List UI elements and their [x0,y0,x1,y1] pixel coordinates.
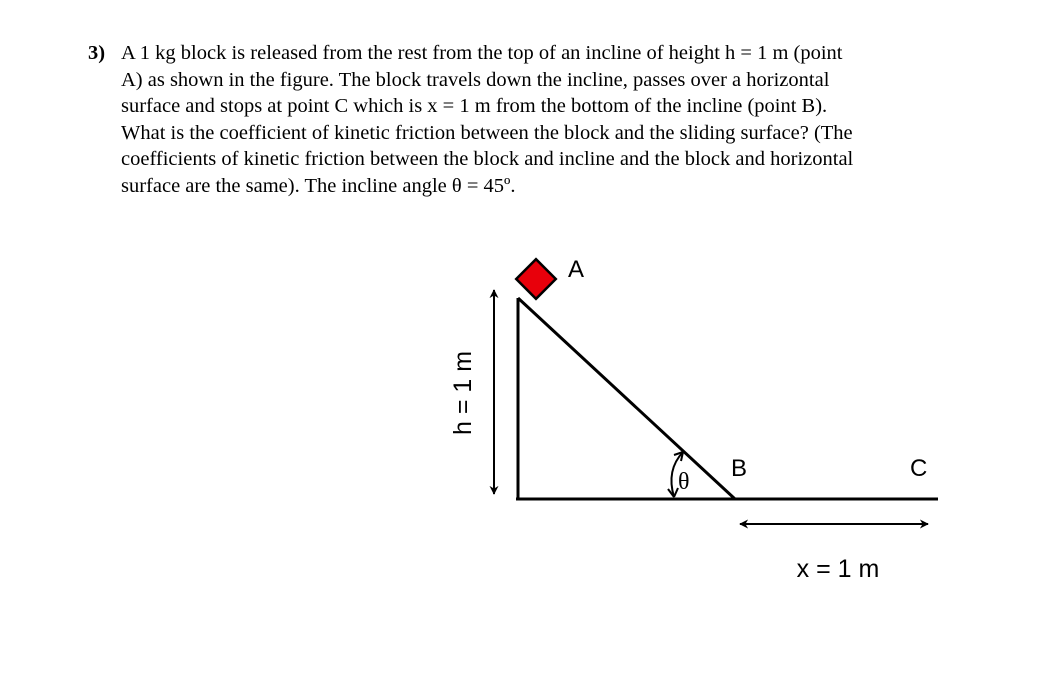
problem-number: 3) [88,42,106,64]
block [516,259,556,299]
problem-line-3: surface and stops at point C which is x = 1 m from the bottom of the incline (point B). [121,95,828,118]
label-a: A [568,256,585,283]
height-label: h = 1 m [449,350,477,436]
angle-label: θ [678,469,690,495]
problem-line-5: coefficients of kinetic friction between the block and incline and the block and horizontal [121,148,854,171]
problem-line-4: What is the coefficient of kinetic friction between the block and the sliding surface? (The [121,121,853,144]
incline-slope [518,298,735,499]
distance-label: x = 1 m [796,555,880,583]
label-b: B [731,455,748,482]
problem-line-6: surface are the same). The incline angle θ = 45º. [121,174,516,197]
label-c: C [910,455,928,482]
problem-line-2: A) as shown in the figure. The block travels down the incline, passes over a horizontal [121,68,830,91]
problem-line-1: A 1 kg block is released from the rest from the top of an incline of height h = 1 m (point [121,42,843,64]
